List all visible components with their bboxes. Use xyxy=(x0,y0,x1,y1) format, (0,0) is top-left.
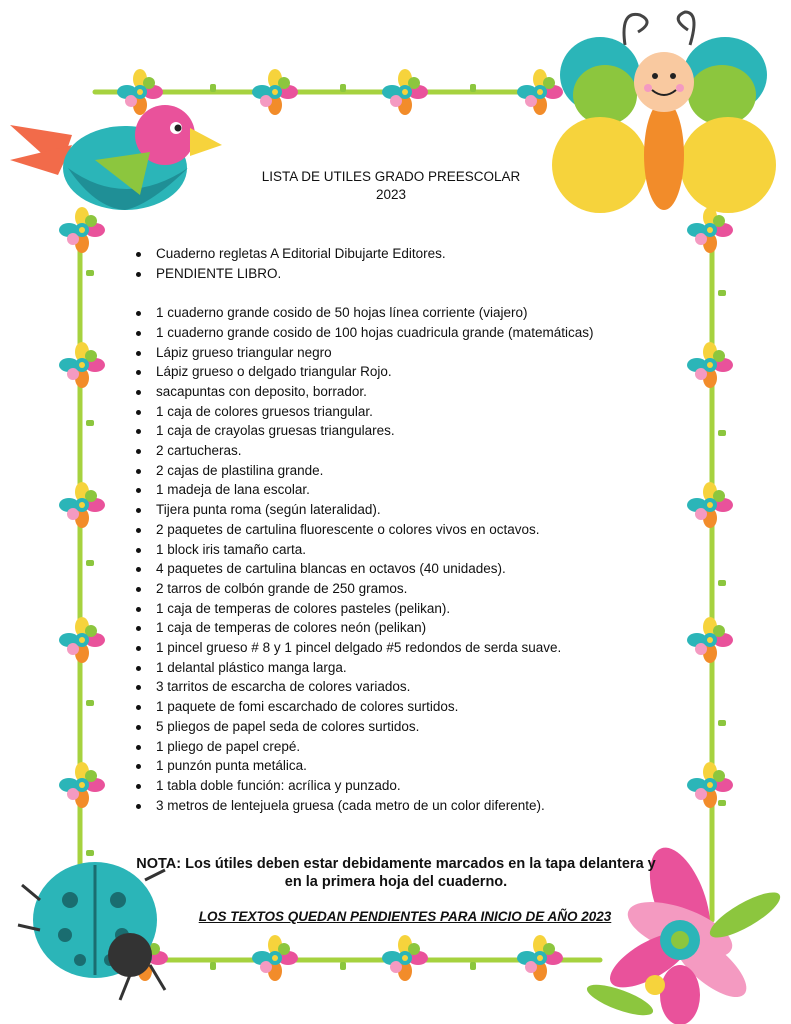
pending-texts-notice: LOS TEXTOS QUEDAN PENDIENTES PARA INICIO DE AÑO 2023 xyxy=(198,909,612,924)
list-item: PENDIENTE LIBRO. xyxy=(156,266,282,281)
list-item: 2 tarros de colbón grande de 250 gramos. xyxy=(156,581,408,596)
list-item: 1 madeja de lana escolar. xyxy=(156,482,310,497)
note-line-1: NOTA: Los útiles deben estar debidamente marcados en la tapa delantera y xyxy=(136,856,656,872)
list-item: 3 metros de lentejuela gruesa (cada metro de un color diferente). xyxy=(156,798,545,813)
list-item: 1 caja de crayolas gruesas triangulares. xyxy=(156,423,395,438)
list-item: 1 pincel grueso # 8 y 1 pincel delgado #5 redondos de serda suave. xyxy=(156,640,562,655)
bird-illustration xyxy=(10,105,222,210)
list-item: sacapuntas con deposito, borrador. xyxy=(156,384,367,399)
list-item: 2 cartucheras. xyxy=(156,443,242,458)
list-item: 2 paquetes de cartulina fluorescente o colores vivos en octavos. xyxy=(156,522,540,537)
list-item: 1 cuaderno grande cosido de 50 hojas línea corriente (viajero) xyxy=(156,305,528,320)
list-item: 1 cuaderno grande cosido de 100 hojas cuadricula grande (matemáticas) xyxy=(156,325,594,340)
document-title xyxy=(200,168,582,204)
list-item: 4 paquetes de cartulina blancas en octavos (40 unidades). xyxy=(156,561,506,576)
list-item: Lápiz grueso triangular negro xyxy=(156,345,332,360)
list-item: 2 cajas de plastilina grande. xyxy=(156,463,324,478)
list-item: Cuaderno regletas A Editorial Dibujarte Editores. xyxy=(156,246,446,261)
note-line-2: en la primera hoja del cuaderno. xyxy=(284,874,508,890)
title-line-2: 2023 xyxy=(375,187,407,202)
list-item: Tijera punta roma (según lateralidad). xyxy=(156,502,381,517)
title-line-1: LISTA DE UTILES GRADO PREESCOLAR xyxy=(261,169,521,184)
note-text xyxy=(112,855,680,891)
list-item: 1 tabla doble función: acrílica y punzado. xyxy=(156,778,401,793)
list-item: 1 caja de temperas de colores pasteles (pelikan). xyxy=(156,601,451,616)
list-item: 1 paquete de fomi escarchado de colores surtidos. xyxy=(156,699,459,714)
list-item: 1 pliego de papel crepé. xyxy=(156,739,301,754)
list-item: Lápiz grueso o delgado triangular Rojo. xyxy=(156,364,392,379)
list-item: 1 delantal plástico manga larga. xyxy=(156,660,347,675)
list-item: 1 punzón punta metálica. xyxy=(156,758,307,773)
list-item: 1 caja de colores gruesos triangular. xyxy=(156,404,373,419)
list-item: 3 tarritos de escarcha de colores variados. xyxy=(156,679,411,694)
list-item: 1 block iris tamaño carta. xyxy=(156,542,307,557)
list-item: 1 caja de temperas de colores neón (pelikan) xyxy=(156,620,427,635)
list-item: 5 pliegos de papel seda de colores surtidos. xyxy=(156,719,420,734)
butterfly-illustration xyxy=(552,12,776,213)
